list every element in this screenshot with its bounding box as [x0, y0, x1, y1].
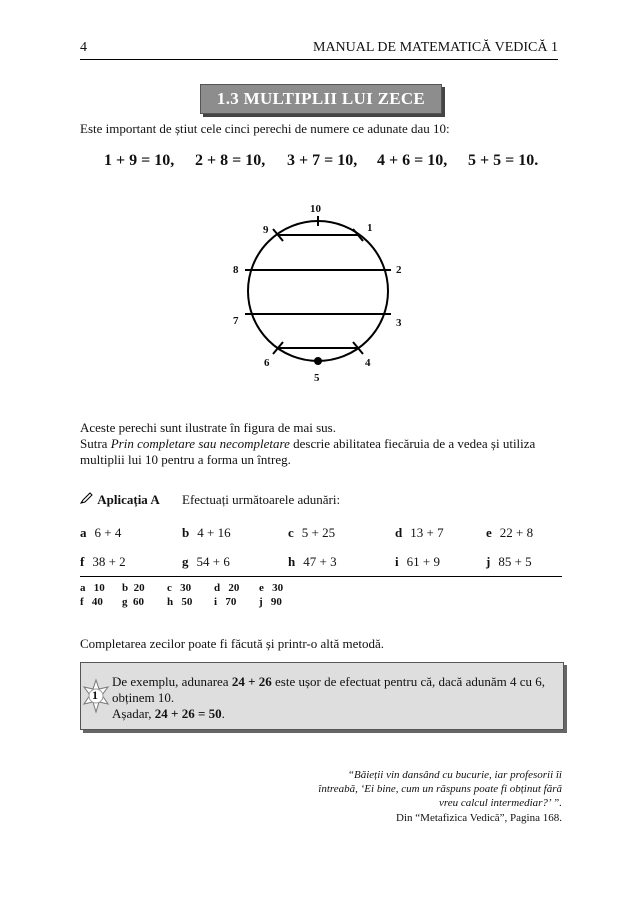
label-5: 5: [314, 372, 320, 384]
example-badge-number: 1: [92, 688, 98, 702]
book-title: MANUAL DE MATEMATICĂ VEDICĂ 1: [313, 40, 558, 55]
application-label: Aplicația A: [97, 492, 160, 507]
sutra-suffix: descrie abilitatea fiecăruia de a vedea și utiliza: [289, 436, 536, 451]
closing-text: Completarea zecilor poate fi făcută și printr-o altă metodă.: [80, 636, 385, 651]
equation-4: 4 + 6 = 10,: [377, 152, 448, 169]
exercise-g: g 54 + 6: [182, 554, 230, 569]
equation-1: 1 + 9 = 10,: [104, 152, 175, 169]
application-instruction: Efectuați următoarele adunări:: [182, 492, 341, 507]
sutra-name: Prin completare sau necompletare: [110, 436, 290, 451]
answers-divider: [80, 576, 562, 577]
exercise-d: d 13 + 7: [395, 525, 444, 540]
quote-source: Din “Metafizica Vedică”, Pagina 168.: [396, 812, 562, 824]
label-4: 4: [365, 357, 371, 369]
page-number: 4: [80, 40, 87, 55]
explanation-line-3: multiplii lui 10 pentru a forma un întreg.: [80, 452, 291, 467]
example-line-2: obținem 10.: [112, 690, 175, 705]
section-title: 1.3 MULTIPLII LUI ZECE: [200, 84, 442, 114]
circle-outline: [248, 221, 388, 361]
pairs-circle-figure: [230, 195, 410, 385]
exercise-f: f 38 + 2: [80, 554, 126, 569]
quote-line-3: vreu calcul intermediar?’ ”.: [438, 797, 562, 809]
exercise-c: c 5 + 25: [288, 525, 336, 540]
label-7: 7: [233, 315, 239, 327]
sutra-prefix: Sutra: [80, 436, 111, 451]
application-header: [80, 492, 160, 508]
label-1: 1: [367, 222, 373, 234]
equation-5: 5 + 5 = 10.: [468, 152, 539, 169]
example-line-1: De exemplu, adunarea 24 + 26 este ușor de efectuat pentru că, dacă adunăm 4 cu 6,: [112, 674, 546, 689]
answer-c: c 30: [167, 582, 192, 594]
answer-a: a 10: [80, 582, 105, 594]
answer-e: e 30: [259, 582, 284, 594]
example-line-3: Așadar, 24 + 26 = 50.: [112, 706, 225, 721]
quote-line-1: “Băieții vin dansând cu bucurie, iar profesorii îi: [347, 769, 562, 781]
explanation-line-2: [80, 436, 562, 452]
exercise-h: h 47 + 3: [288, 554, 337, 569]
label-2: 2: [396, 264, 402, 276]
header-divider: [80, 59, 558, 60]
exercise-a: a 6 + 4: [80, 525, 122, 540]
label-10: 10: [310, 203, 321, 215]
answer-f: f 40: [80, 596, 103, 608]
label-6: 6: [264, 357, 270, 369]
answer-b: b 20: [122, 582, 145, 594]
dot-5: [314, 357, 322, 365]
equation-3: 3 + 7 = 10,: [287, 152, 358, 169]
exercise-e: e 22 + 8: [486, 525, 534, 540]
explanation-line-1: Aceste perechi sunt ilustrate în figura de mai sus.: [80, 420, 336, 435]
pairs-circle-diagram: [230, 195, 410, 385]
pencil-icon: [80, 492, 94, 508]
answer-i: i 70: [214, 596, 237, 608]
intro-text: Este important de știut cele cinci perechi de numere ce adunate dau 10:: [80, 121, 450, 136]
label-3: 3: [396, 317, 402, 329]
answer-h: h 50: [167, 596, 193, 608]
label-9: 9: [263, 224, 269, 236]
answer-j: j 90: [259, 596, 282, 608]
answer-g: g 60: [122, 596, 144, 608]
answer-d: d 20: [214, 582, 240, 594]
exercise-j: j 85 + 5: [486, 554, 532, 569]
equation-2: 2 + 8 = 10,: [195, 152, 266, 169]
exercise-b: b 4 + 16: [182, 525, 231, 540]
label-8: 8: [233, 264, 239, 276]
exercise-i: i 61 + 9: [395, 554, 440, 569]
quote-line-2: întreabă, ‘Ei bine, cum un răspuns poate fi obținut fără: [318, 783, 562, 795]
